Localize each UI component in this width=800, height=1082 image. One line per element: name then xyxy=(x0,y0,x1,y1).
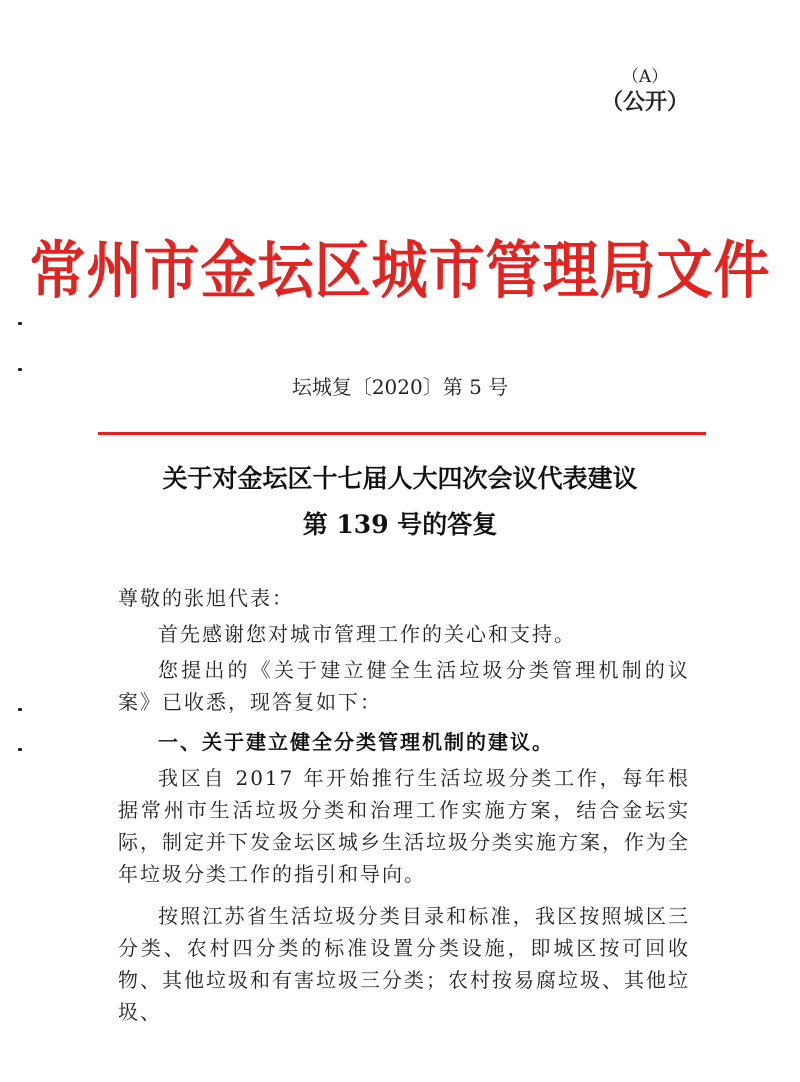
document-number: 坛城复〔2020〕第 5 号 xyxy=(291,375,509,399)
paragraph-standards: 按照江苏省生活垃圾分类目录和标准，我区按照城区三分类、农村四分类的标准设置分类设施，即城区按可回收物、其他垃圾和有害垃圾三分类；农村按易腐垃圾、其他垃圾、 xyxy=(118,904,690,1024)
red-divider-line xyxy=(98,432,706,435)
document-body xyxy=(118,582,690,1024)
salutation: 尊敬的张旭代表： xyxy=(118,586,294,610)
paragraph-history: 我区自 2017 年开始推行生活垃圾分类工作，每年根据常州市生活垃圾分类和治理工作实施方案，结合金坛实际，制定并下发金坛区城乡生活垃圾分类实施方案，作为全年垃圾分类工作的指引和导向。 xyxy=(118,766,690,886)
section-1-heading: 一、关于建立健全分类管理机制的建议。 xyxy=(158,730,554,754)
paragraph-thanks: 首先感谢您对城市管理工作的关心和支持。 xyxy=(158,622,576,646)
classification-mark: （A） xyxy=(621,67,669,87)
scan-mark xyxy=(18,748,22,751)
disclosure-mark: （公开） xyxy=(600,89,689,115)
paragraph-receipt: 您提出的《关于建立健全生活垃圾分类管理机制的议案》已收悉，现答复如下： xyxy=(118,658,690,714)
scan-mark xyxy=(18,322,22,325)
scan-mark xyxy=(18,368,22,371)
document-title-line-1: 关于对金坛区十七届人大四次会议代表建议 xyxy=(162,464,638,493)
scan-mark xyxy=(18,708,22,711)
document-title-line-2: 第 139 号的答复 xyxy=(302,510,498,539)
masthead-title: 常州市金坛区城市管理局文件 xyxy=(29,235,771,308)
